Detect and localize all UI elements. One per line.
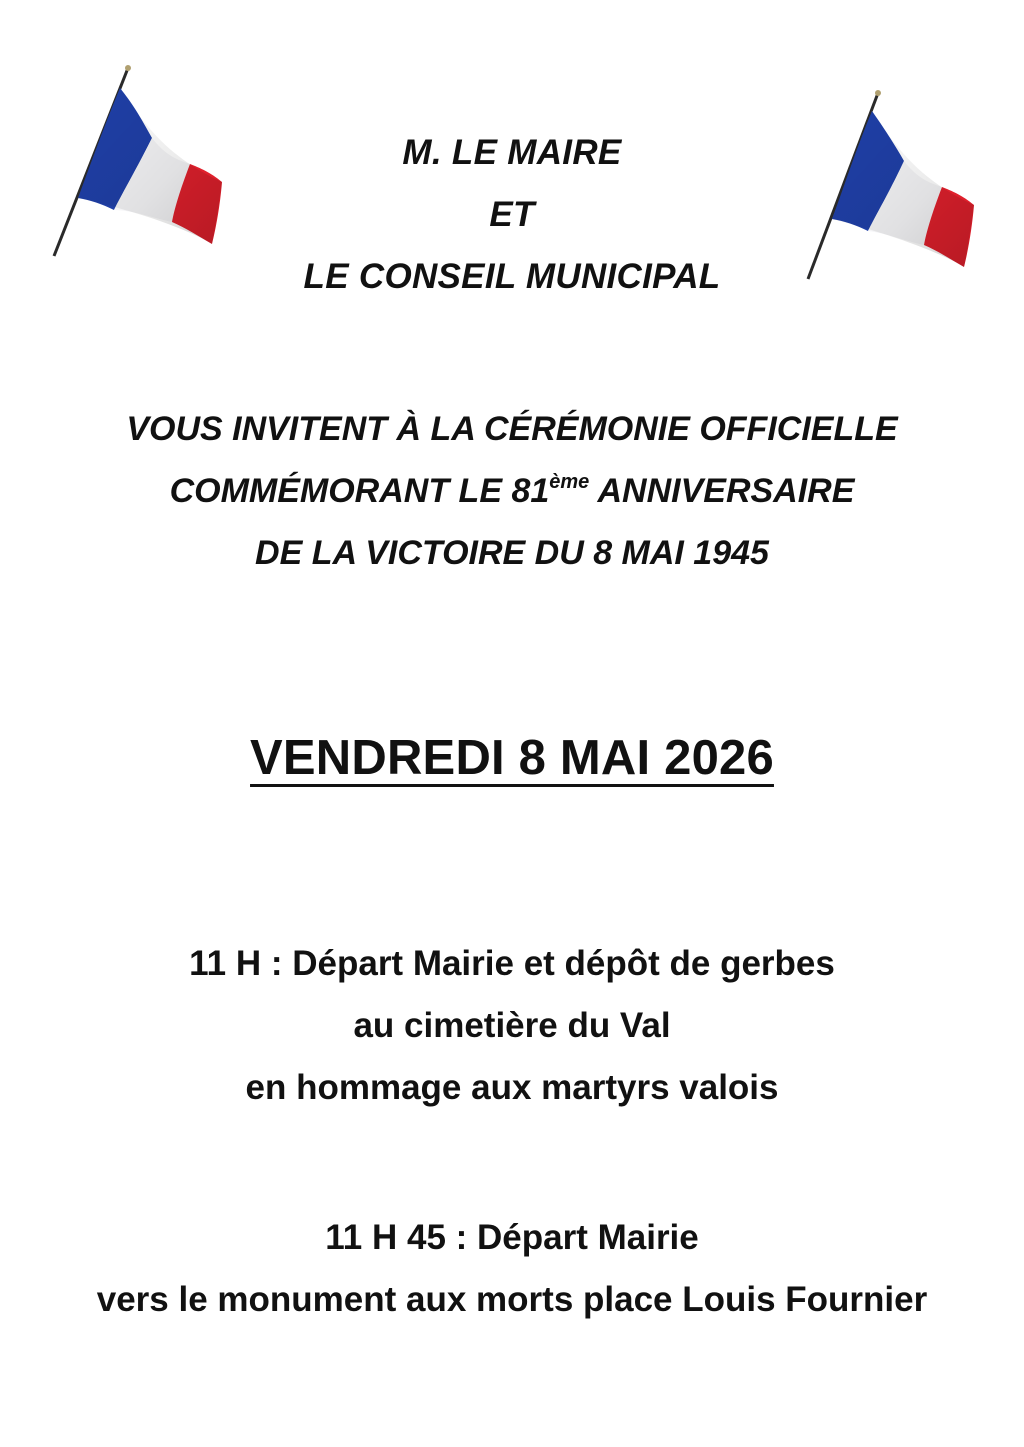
invitation-line-3: DE LA VICTOIRE DU 8 MAI 1945 bbox=[255, 534, 769, 572]
program-item-2-line-2: vers le monument aux morts place Louis Fournier bbox=[96, 1280, 928, 1319]
invitation-text bbox=[0, 398, 1024, 584]
header-line-council: LE CONSEIL MUNICIPAL bbox=[303, 257, 721, 296]
program-item-2 bbox=[0, 1207, 1024, 1331]
program-item-2-line-1: 11 H 45 : Départ Mairie bbox=[325, 1218, 699, 1257]
program-item-1-line-1: 11 H : Départ Mairie et dépôt de gerbes bbox=[189, 944, 835, 983]
program-item-1-line-2: au cimetière du Val bbox=[353, 1006, 671, 1045]
header-line-and: ET bbox=[489, 195, 535, 234]
organizers-header bbox=[0, 122, 1024, 308]
ordinal-suffix: ème bbox=[549, 471, 590, 493]
event-date-text: VENDREDI 8 MAI 2026 bbox=[250, 731, 774, 785]
invitation-line-2-end: ANNIVERSAIRE bbox=[589, 472, 855, 510]
invitation-line-2 bbox=[0, 460, 1024, 522]
invitation-line-2-start: COMMÉMORANT LE 81 bbox=[169, 472, 550, 510]
program-item-1 bbox=[0, 933, 1024, 1119]
event-date bbox=[0, 722, 1024, 794]
header-line-mayor: M. LE MAIRE bbox=[402, 133, 622, 172]
program-item-1-line-3: en hommage aux martyrs valois bbox=[245, 1068, 779, 1107]
invitation-line-1: VOUS INVITENT À LA CÉRÉMONIE OFFICIELLE bbox=[126, 410, 898, 448]
